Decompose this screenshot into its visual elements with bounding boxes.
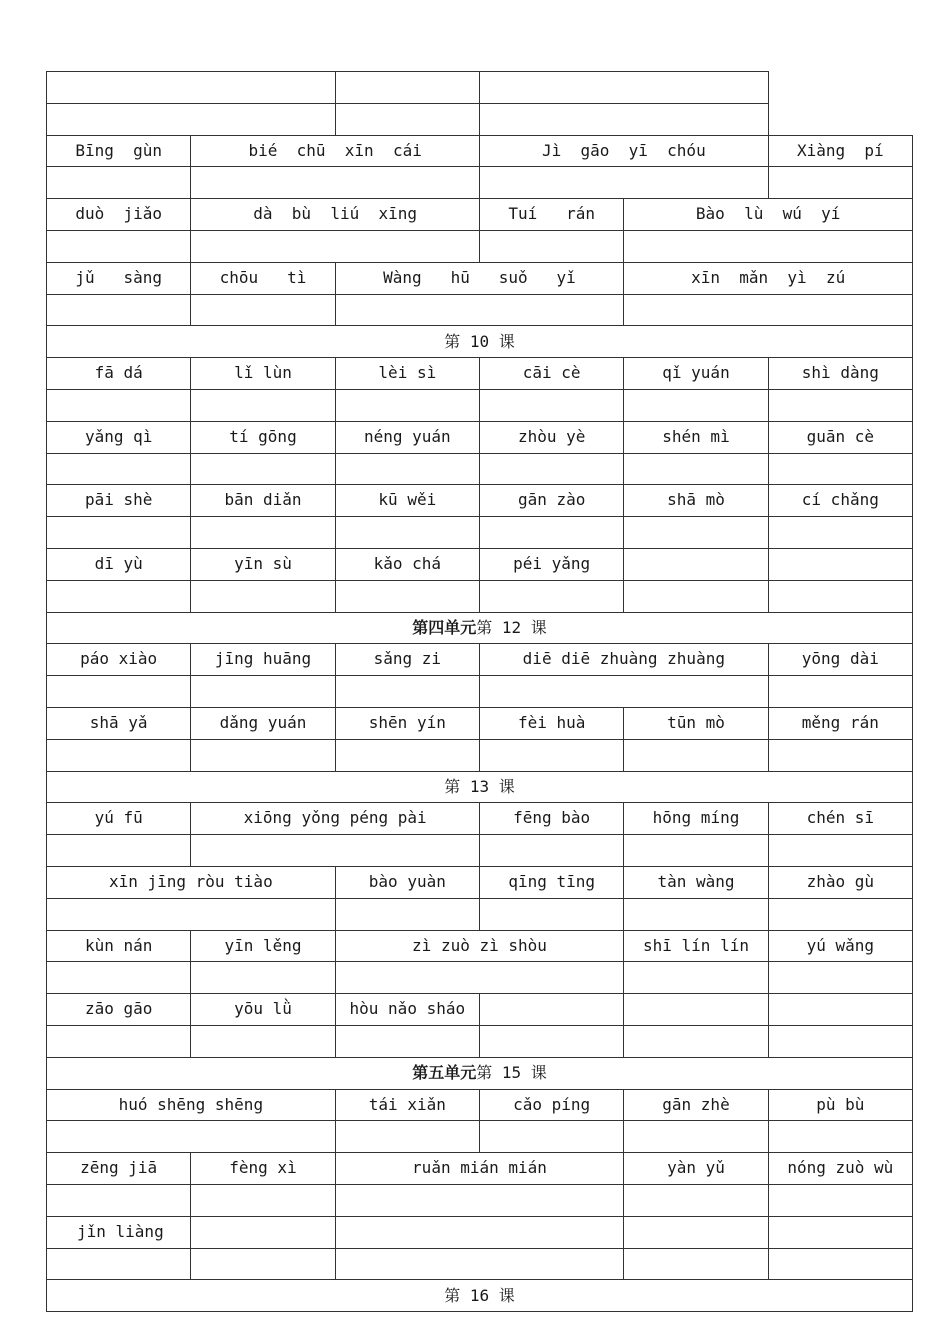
answer-cell [190, 230, 480, 263]
answer-cell [768, 1184, 913, 1217]
lesson-heading [46, 325, 913, 358]
pinyin-cell: yú fū [46, 802, 191, 835]
lesson-label: 第 10 课 [444, 331, 515, 351]
answer-cell [190, 389, 335, 422]
answer-cell [479, 516, 624, 549]
answer-cell [479, 580, 624, 613]
pinyin-cell: zēng jiā [46, 1152, 191, 1185]
answer-cell [335, 1025, 480, 1058]
pinyin-cell: bào yuàn [335, 866, 480, 899]
pinyin-cell: páo xiào [46, 643, 191, 676]
pinyin-cell: lèi sì [335, 357, 480, 390]
pinyin-cell: huó shēng shēng [46, 1089, 336, 1122]
pinyin-cell: cāi cè [479, 357, 624, 390]
pinyin-cell: shā mò [623, 484, 768, 517]
pinyin-worksheet-table [47, 72, 913, 1315]
pinyin-cell: xīn jīng ròu tiào [46, 866, 336, 899]
pinyin-cell: pù bù [768, 1089, 913, 1122]
answer-cell [190, 1025, 335, 1058]
answer-cell [46, 580, 191, 613]
answer-cell [479, 230, 624, 263]
answer-cell [768, 898, 913, 931]
pinyin-cell: dà bù liú xīng [190, 198, 480, 231]
answer-cell [335, 389, 480, 422]
answer-cell [479, 739, 624, 772]
answer-cell [768, 548, 913, 581]
lesson-label: 第 15 课 [476, 1063, 547, 1083]
pinyin-cell: kùn nán [46, 930, 191, 963]
answer-cell [479, 453, 624, 486]
pinyin-cell: lǐ lùn [190, 357, 335, 390]
answer-cell [335, 1216, 625, 1249]
answer-cell [46, 898, 336, 931]
answer-cell [190, 961, 335, 994]
pinyin-cell: tàn wàng [623, 866, 768, 899]
pinyin-cell: xīn mǎn yì zú [623, 262, 913, 295]
pinyin-cell: péi yǎng [479, 548, 624, 581]
lesson-heading [46, 1057, 913, 1090]
answer-cell [190, 1184, 335, 1217]
answer-cell [335, 675, 480, 708]
pinyin-cell: yōu lǜ [190, 993, 335, 1026]
answer-cell [335, 898, 480, 931]
answer-cell [623, 1120, 768, 1153]
answer-cell [479, 1120, 624, 1153]
pinyin-cell: cǎo píng [479, 1089, 624, 1122]
answer-cell [190, 166, 480, 199]
answer-cell [768, 1248, 913, 1281]
answer-cell [335, 961, 625, 994]
pinyin-cell: yōng dài [768, 643, 913, 676]
lesson-label: 第 12 课 [476, 617, 547, 637]
pinyin-cell: hòu nǎo sháo [335, 993, 480, 1026]
answer-cell [46, 230, 191, 263]
answer-cell [190, 294, 335, 327]
pinyin-cell: zì zuò zì shòu [335, 930, 625, 963]
unit-label: 第四单元 [412, 617, 477, 637]
pinyin-cell: shēn yín [335, 707, 480, 740]
answer-cell [623, 1216, 768, 1249]
pinyin-cell: chén sī [768, 802, 913, 835]
unit-label: 第五单元 [412, 1063, 477, 1083]
answer-cell [623, 580, 768, 613]
answer-cell [623, 834, 768, 867]
answer-cell [623, 516, 768, 549]
pinyin-cell: yàn yǔ [623, 1152, 768, 1185]
lesson-heading [46, 771, 913, 804]
answer-cell [623, 898, 768, 931]
pinyin-cell: Tuí rán [479, 198, 624, 231]
lesson-label: 第 16 课 [444, 1285, 515, 1305]
answer-cell [768, 675, 913, 708]
lesson-label: 第 13 课 [444, 776, 515, 796]
answer-cell [190, 1248, 335, 1281]
answer-cell [768, 739, 913, 772]
pinyin-cell: jǐn liàng [46, 1216, 191, 1249]
answer-cell [46, 294, 191, 327]
answer-cell [46, 1184, 191, 1217]
pinyin-cell: Jì gāo yī chóu [479, 135, 769, 168]
pinyin-cell: néng yuán [335, 421, 480, 454]
pinyin-cell: fèng xì [190, 1152, 335, 1185]
answer-cell [335, 1248, 625, 1281]
pinyin-cell: bān diǎn [190, 484, 335, 517]
pinyin-cell: zāo gāo [46, 993, 191, 1026]
answer-cell [190, 516, 335, 549]
answer-cell [768, 1025, 913, 1058]
pinyin-cell: guān cè [768, 421, 913, 454]
pinyin-cell: sǎng zi [335, 643, 480, 676]
answer-cell [768, 453, 913, 486]
pinyin-cell: qīng tīng [479, 866, 624, 899]
pinyin-cell: dī yù [46, 548, 191, 581]
pinyin-cell: nóng zuò wù [768, 1152, 913, 1185]
answer-cell [768, 961, 913, 994]
answer-cell [768, 516, 913, 549]
pinyin-cell: ruǎn mián mián [335, 1152, 625, 1185]
pinyin-cell: fā dá [46, 357, 191, 390]
answer-cell [479, 103, 769, 136]
pinyin-cell: měng rán [768, 707, 913, 740]
answer-cell [46, 103, 336, 136]
answer-cell [335, 294, 625, 327]
answer-cell [190, 675, 335, 708]
answer-cell [46, 516, 191, 549]
pinyin-cell: Wàng hū suǒ yǐ [335, 262, 625, 295]
answer-cell [46, 739, 191, 772]
answer-cell [479, 993, 624, 1026]
answer-cell [623, 961, 768, 994]
answer-cell [623, 739, 768, 772]
answer-cell [190, 1216, 335, 1249]
pinyin-cell: Bào lù wú yí [623, 198, 913, 231]
answer-cell [46, 1120, 336, 1153]
answer-cell [335, 516, 480, 549]
answer-cell [335, 453, 480, 486]
answer-cell [479, 389, 624, 422]
answer-cell [479, 675, 769, 708]
answer-cell [190, 834, 480, 867]
answer-cell [46, 1025, 191, 1058]
pinyin-cell: diē diē zhuàng zhuàng [479, 643, 769, 676]
answer-cell [335, 1184, 625, 1217]
answer-cell [46, 389, 191, 422]
pinyin-cell: xiōng yǒng péng pài [190, 802, 480, 835]
pinyin-cell: zhòu yè [479, 421, 624, 454]
answer-cell [190, 739, 335, 772]
answer-cell [190, 453, 335, 486]
answer-cell [623, 1184, 768, 1217]
pinyin-cell: jīng huāng [190, 643, 335, 676]
answer-cell [335, 103, 480, 136]
answer-cell [46, 675, 191, 708]
pinyin-cell: kǎo chá [335, 548, 480, 581]
lesson-heading [46, 612, 913, 645]
pinyin-cell: gān zào [479, 484, 624, 517]
answer-cell [46, 453, 191, 486]
answer-cell [479, 166, 769, 199]
pinyin-cell: yú wǎng [768, 930, 913, 963]
pinyin-cell: shén mì [623, 421, 768, 454]
pinyin-cell: pāi shè [46, 484, 191, 517]
answer-cell [623, 993, 768, 1026]
answer-cell [46, 166, 191, 199]
answer-cell [479, 834, 624, 867]
pinyin-cell: yīn sù [190, 548, 335, 581]
answer-cell [768, 1120, 913, 1153]
pinyin-cell: tí gōng [190, 421, 335, 454]
answer-cell [479, 71, 769, 104]
pinyin-cell: bié chū xīn cái [190, 135, 480, 168]
answer-cell [335, 1120, 480, 1153]
pinyin-cell: cí chǎng [768, 484, 913, 517]
answer-cell [623, 1025, 768, 1058]
pinyin-cell: kū wěi [335, 484, 480, 517]
pinyin-cell: yīn lěng [190, 930, 335, 963]
pinyin-cell: Bīng gùn [46, 135, 191, 168]
answer-cell [768, 580, 913, 613]
pinyin-cell: tái xiǎn [335, 1089, 480, 1122]
answer-cell [335, 71, 480, 104]
answer-cell [623, 230, 913, 263]
answer-cell [335, 739, 480, 772]
pinyin-cell: dǎng yuán [190, 707, 335, 740]
pinyin-cell: chōu tì [190, 262, 335, 295]
answer-cell [46, 834, 191, 867]
pinyin-cell: shì dàng [768, 357, 913, 390]
answer-cell [46, 1248, 191, 1281]
answer-cell [190, 580, 335, 613]
answer-cell [479, 1025, 624, 1058]
answer-cell [479, 898, 624, 931]
pinyin-cell: gān zhè [623, 1089, 768, 1122]
answer-cell [768, 166, 913, 199]
answer-cell [46, 71, 336, 104]
pinyin-cell: duò jiǎo [46, 198, 191, 231]
answer-cell [768, 1216, 913, 1249]
lesson-heading [46, 1279, 913, 1312]
answer-cell [335, 580, 480, 613]
answer-cell [768, 389, 913, 422]
answer-cell [768, 993, 913, 1026]
pinyin-cell: fēng bào [479, 802, 624, 835]
pinyin-cell: shī lín lín [623, 930, 768, 963]
pinyin-cell: jǔ sàng [46, 262, 191, 295]
pinyin-cell: Xiàng pí [768, 135, 913, 168]
answer-cell [623, 453, 768, 486]
pinyin-cell: shā yǎ [46, 707, 191, 740]
pinyin-cell: zhào gù [768, 866, 913, 899]
pinyin-cell: fèi huà [479, 707, 624, 740]
pinyin-cell: hōng míng [623, 802, 768, 835]
pinyin-cell: tūn mò [623, 707, 768, 740]
answer-cell [768, 834, 913, 867]
answer-cell [623, 389, 768, 422]
answer-cell [623, 294, 913, 327]
answer-cell [623, 548, 768, 581]
pinyin-cell: qǐ yuán [623, 357, 768, 390]
answer-cell [623, 1248, 768, 1281]
answer-cell [46, 961, 191, 994]
pinyin-cell: yǎng qì [46, 421, 191, 454]
